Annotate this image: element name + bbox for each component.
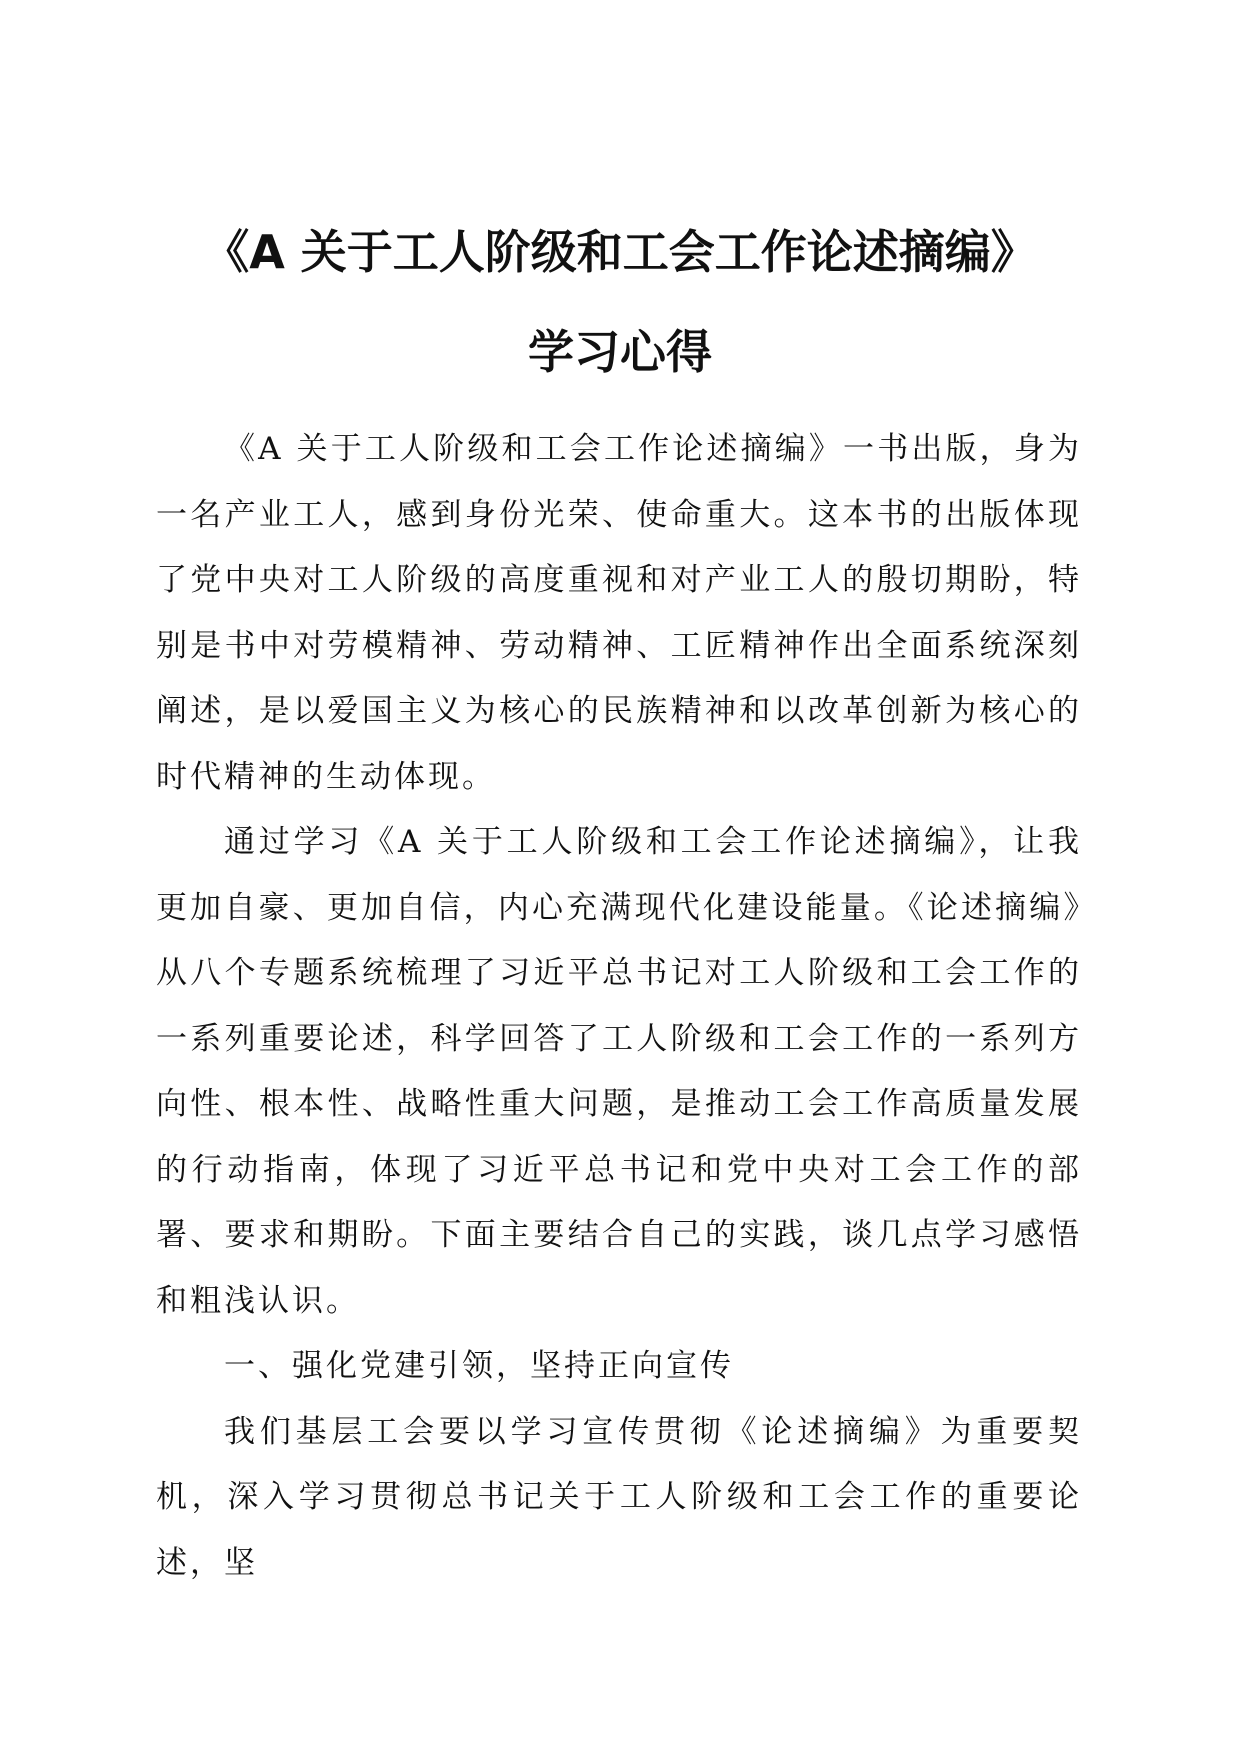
document-title: 《A 关于工人阶级和工会工作论述摘编》 bbox=[203, 225, 1037, 279]
document-body bbox=[156, 417, 1082, 1596]
section-heading-1: 一、强化党建引领，坚持正向宣传 bbox=[224, 1348, 734, 1384]
document-subtitle: 学习心得 bbox=[528, 325, 712, 379]
paragraph-intro: 《A 关于工人阶级和工会工作论述摘编》一书出版，身为一名产业工人，感到身份光荣、使命重大。这本书的出版体现了党中央对工人阶级的高度重视和对产业工人的殷切期盼，特别是书中对劳模精神、劳动精神、工匠精神作出全面系统深刻阐述，是以爱国主义为核心的民族精神和以改革创新为核心的时代精神的生动体现。 bbox=[156, 431, 1082, 795]
paragraph-section-1: 我们基层工会要以学习宣传贯彻《论述摘编》为重要契机，深入学习贯彻总书记关于工人阶级和工会工作的重要论述，坚 bbox=[156, 1413, 1082, 1581]
paragraph-study: 通过学习《A 关于工人阶级和工会工作论述摘编》，让我更加自豪、更加自信，内心充满现代化建设能量。《论述摘编》从八个专题系统梳理了习近平总书记对工人阶级和工会工作的一系列重要论述，科学回答了工人阶级和工会工作的一系列方向性、根本性、战略性重大问题，是推动工会工作高质量发展的行动指南，体现了习近平总书记和党中央对工会工作的部署、要求和期盼。下面主要结合自己的实践，谈几点学习感悟和粗浅认识。 bbox=[156, 824, 1082, 1319]
